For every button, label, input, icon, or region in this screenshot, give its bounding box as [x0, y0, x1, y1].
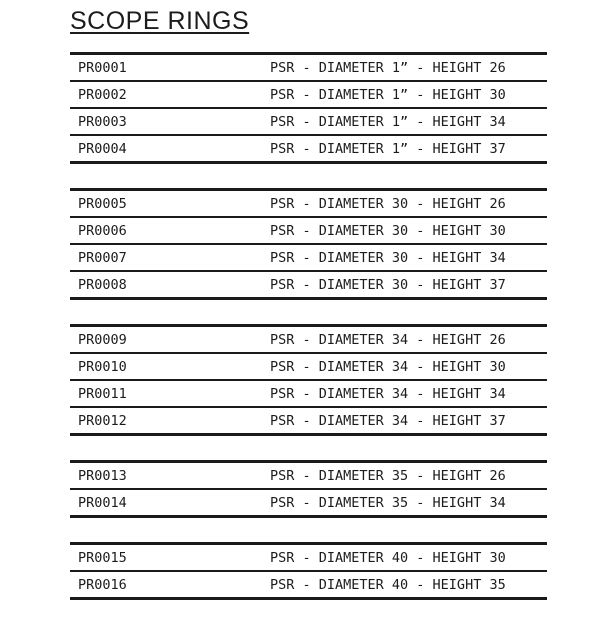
product-description: PSR - DIAMETER 1” - HEIGHT 37 [270, 140, 506, 157]
table-row [70, 245, 547, 272]
product-code: PR0006 [78, 222, 127, 239]
product-code: PR0012 [78, 412, 127, 429]
product-description: PSR - DIAMETER 1” - HEIGHT 26 [270, 59, 506, 76]
table-row [70, 55, 547, 82]
table-row [70, 463, 547, 490]
product-table [70, 52, 547, 624]
product-code: PR0016 [78, 576, 127, 593]
table-row [70, 272, 547, 300]
table-row [70, 191, 547, 218]
product-group-diameter-35 [70, 460, 547, 518]
product-code: PR0015 [78, 549, 127, 566]
table-row [70, 490, 547, 518]
product-code: PR0004 [78, 140, 127, 157]
product-code: PR0010 [78, 358, 127, 375]
product-description: PSR - DIAMETER 34 - HEIGHT 30 [270, 358, 506, 375]
table-row [70, 408, 547, 436]
product-code: PR0013 [78, 467, 127, 484]
table-row [70, 218, 547, 245]
table-row [70, 82, 547, 109]
product-code: PR0003 [78, 113, 127, 130]
table-row [70, 545, 547, 572]
table-row [70, 327, 547, 354]
product-group-diameter-30 [70, 188, 547, 300]
product-description: PSR - DIAMETER 30 - HEIGHT 37 [270, 276, 506, 293]
product-description: PSR - DIAMETER 34 - HEIGHT 26 [270, 331, 506, 348]
product-group-diameter-34 [70, 324, 547, 436]
table-row [70, 381, 547, 408]
product-description: PSR - DIAMETER 35 - HEIGHT 26 [270, 467, 506, 484]
product-description: PSR - DIAMETER 34 - HEIGHT 34 [270, 385, 506, 402]
product-description: PSR - DIAMETER 30 - HEIGHT 34 [270, 249, 506, 266]
product-description: PSR - DIAMETER 1” - HEIGHT 34 [270, 113, 506, 130]
product-group-diameter-1-inch [70, 52, 547, 164]
product-code: PR0002 [78, 86, 127, 103]
product-code: PR0007 [78, 249, 127, 266]
product-code: PR0009 [78, 331, 127, 348]
product-code: PR0014 [78, 494, 127, 511]
table-row [70, 136, 547, 164]
product-description: PSR - DIAMETER 30 - HEIGHT 26 [270, 195, 506, 212]
product-description: PSR - DIAMETER 35 - HEIGHT 34 [270, 494, 506, 511]
product-code: PR0011 [78, 385, 127, 402]
page-title: SCOPE RINGS [70, 7, 250, 35]
product-description: PSR - DIAMETER 30 - HEIGHT 30 [270, 222, 506, 239]
product-group-diameter-40 [70, 542, 547, 600]
product-description: PSR - DIAMETER 1” - HEIGHT 30 [270, 86, 506, 103]
table-row [70, 354, 547, 381]
product-description: PSR - DIAMETER 40 - HEIGHT 30 [270, 549, 506, 566]
table-row [70, 572, 547, 600]
product-description: PSR - DIAMETER 34 - HEIGHT 37 [270, 412, 506, 429]
product-code: PR0005 [78, 195, 127, 212]
product-description: PSR - DIAMETER 40 - HEIGHT 35 [270, 576, 506, 593]
product-code: PR0008 [78, 276, 127, 293]
product-code: PR0001 [78, 59, 127, 76]
table-row [70, 109, 547, 136]
